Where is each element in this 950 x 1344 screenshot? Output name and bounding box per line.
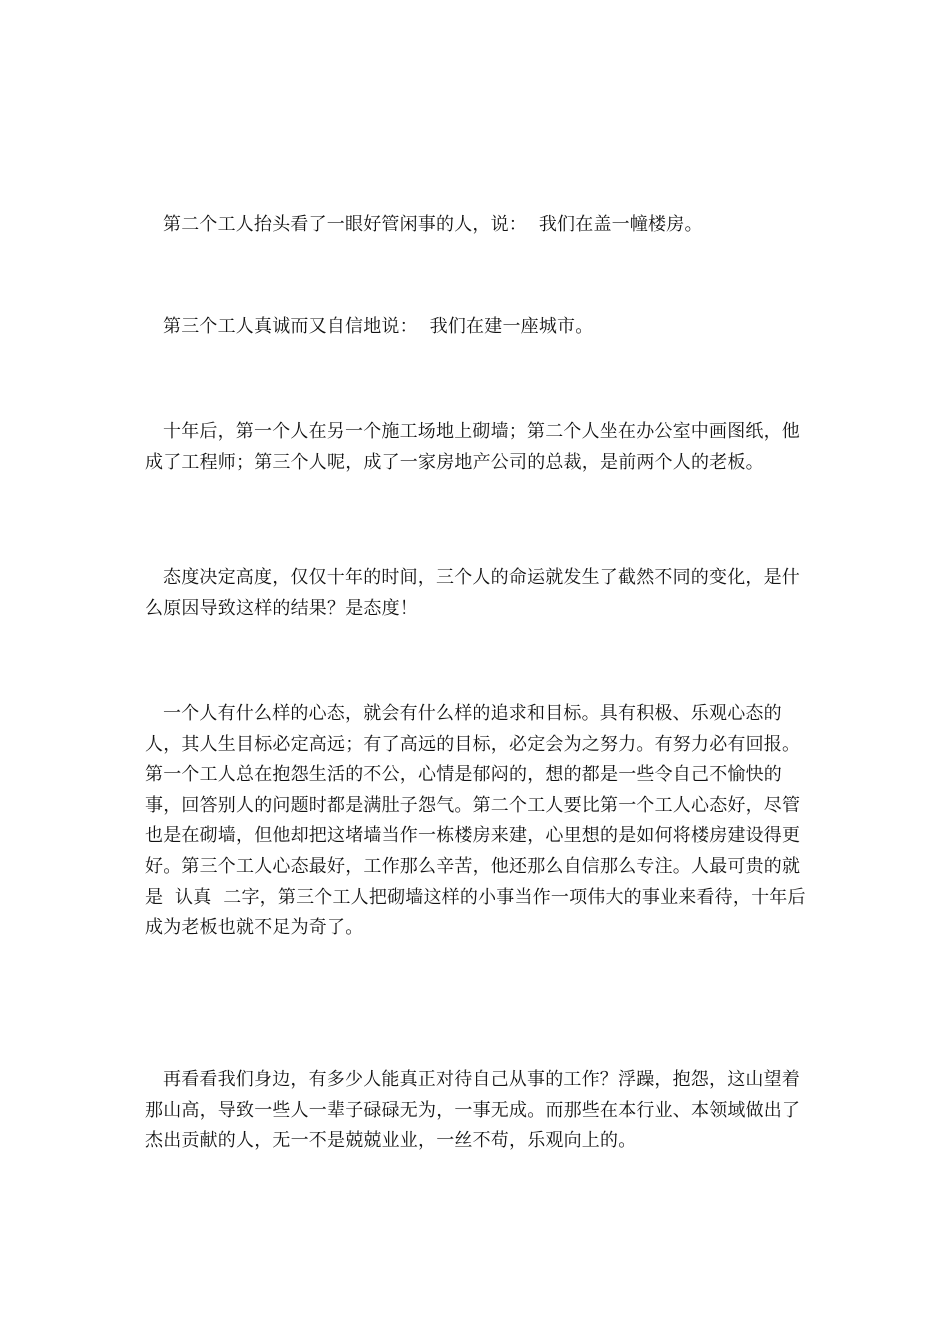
paragraph-mindset: 一个人有什么样的心态，就会有什么样的追求和目标。具有积极、乐观心态的人，其人生目标必定高远；有了高远的目标，必定会为之努力。有努力必有回报。第一个工人总在抱怨生活的不公，心情是郁闷的，想的都是一些令自己不愉快的事，回答别人的问题时都是满肚子怨气。第二个工人要比第一个工人心态好，尽管也是在砌墙，但他却把这堵墙当作一栋楼房来建，心里想的是如何将楼房建设得更好。第三个工人心态最好，工作那么辛苦，他还那么自信那么专注。人最可贵的就是 认真 二字，第三个工人把砌墙这样的小事当作一项伟大的事业来看待，十年后成为老板也就不足为奇了。 [145, 703, 806, 939]
paragraph-third-worker: 第三个工人真诚而又自信地说： 我们在建一座城市。 [163, 316, 594, 337]
paragraph-look-around: 再看看我们身边，有多少人能真正对待自己从事的工作？浮躁，抱怨，这山望着那山高，导致一些人一辈子碌碌无为，一事无成。而那些在本行业、本领域做出了杰出贡献的人，无一不是兢兢业业，一丝不苟，乐观向上的。 [145, 1069, 801, 1152]
paragraph-attitude: 态度决定高度，仅仅十年的时间，三个人的命运就发生了截然不同的变化，是什么原因导致这样的结果？是态度！ [145, 567, 800, 619]
paragraph-second-worker: 第二个工人抬头看了一眼好管闲事的人，说： 我们在盖一幢楼房。 [163, 214, 703, 235]
paragraph-ten-years-later: 十年后，第一个人在另一个施工场地上砌墙；第二个人坐在办公室中画图纸，他成了工程师；第三个人呢，成了一家房地产公司的总裁，是前两个人的老板。 [145, 421, 800, 473]
